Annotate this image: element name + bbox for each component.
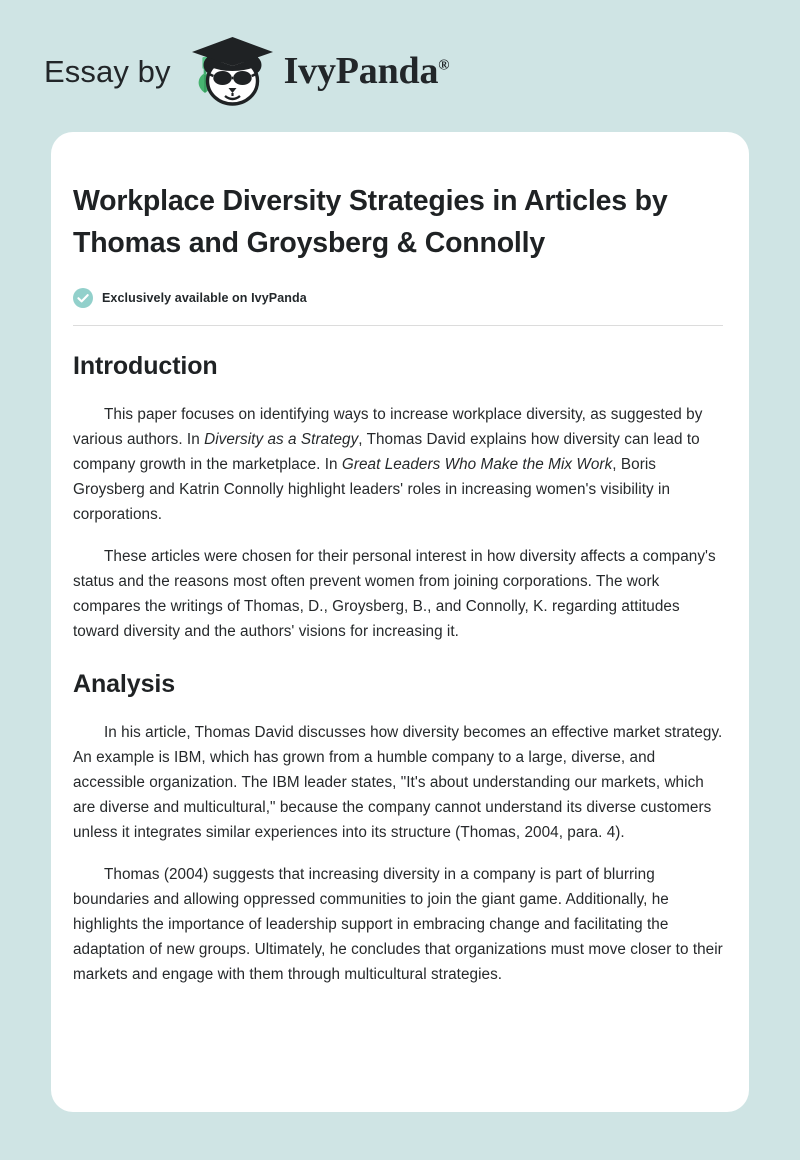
header-divider <box>73 325 723 326</box>
essay-content <box>73 180 727 987</box>
brand-prefix-label: Essay by <box>44 53 171 89</box>
wordmark-text: IvyPanda <box>283 50 439 92</box>
essay-card <box>51 132 749 1112</box>
ivypanda-wordmark <box>284 52 450 90</box>
paragraph: These articles were chosen for their personal interest in how diversity affects a company's status and the reasons most often prevent women from joining corporations. The work compares the writings of Thomas, D., Groysberg, B., and Connolly, K. regarding attitudes toward diversity and the authors' visions for increasing it. <box>73 548 716 640</box>
paragraph: In his article, Thomas David discusses how diversity becomes an effective market strategy. An example is IBM, which has grown from a humble company to a large, diverse, and accessible organization. The IBM leader states, "It's about understanding our markets, which are diverse and multicultural," because the company cannot understand its diverse customers unless it integrates similar experiences into its structure (Thomas, 2004, para. 4). <box>73 724 723 841</box>
ivypanda-logo[interactable] <box>185 35 450 107</box>
paragraph: This paper focuses on identifying ways to increase workplace diversity, as suggested by various authors. In Diversity as a Strategy, Thomas David explains how diversity can lead to company growth in the marketplace. In Great Leaders Who Make the Mix Work, Boris Groysberg and Katrin Connolly highlight leaders' roles in increasing women's visibility in corporations. <box>73 406 703 523</box>
section-heading-introduction: Introduction <box>73 352 218 380</box>
exclusivity-badge <box>73 288 727 308</box>
panda-graduate-icon <box>185 35 280 107</box>
section-heading-analysis: Analysis <box>73 670 176 698</box>
registered-mark: ® <box>438 57 450 74</box>
check-circle-icon <box>73 288 93 308</box>
paragraph: Thomas (2004) suggests that increasing diversity in a company is part of blurring boundaries and allowing oppressed communities to join the giant game. Additionally, he highlights the importance of leadership support in embracing change and facilitating the adaptation of new groups. Ultimately, he concludes that organizations must move closer to their markets and engage with them through multicultural strategies. <box>73 866 723 983</box>
brand-header <box>44 34 514 108</box>
status-badge: Exclusively available on IvyPanda <box>102 291 307 305</box>
page-title: Workplace Diversity Strategies in Articles by Thomas and Groysberg & Connolly <box>73 185 668 259</box>
